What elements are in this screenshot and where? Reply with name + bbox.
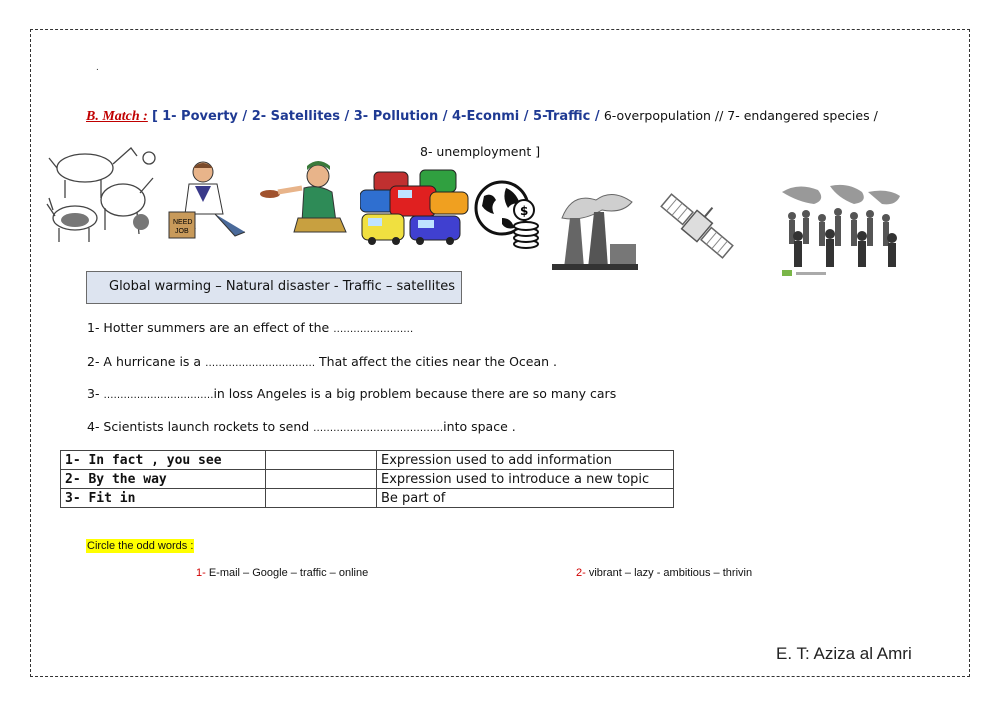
svg-text:NEED: NEED [173, 219, 193, 226]
traffic-cars-icon [360, 168, 470, 246]
unemployed-man-icon [165, 158, 250, 243]
answer-blank-4[interactable]: ………………………………… [313, 423, 444, 434]
expression-answer-cell[interactable] [266, 451, 377, 470]
expression-meaning: Be part of [377, 489, 674, 508]
svg-text:$: $ [520, 204, 529, 218]
expression-meaning: Expression used to introduce a new topic [377, 470, 674, 489]
table-row [61, 489, 674, 508]
match-plain-items: 6-overpopulation // 7- endangered species / [603, 108, 878, 123]
match-label: B. Match : [86, 109, 148, 124]
poverty-beggar-icon [258, 152, 353, 234]
endangered-animals-icon [45, 138, 157, 246]
expression-phrase: 3- Fit in [61, 489, 266, 508]
table-row [61, 451, 674, 470]
table-row [61, 470, 674, 489]
expression-answer-cell[interactable] [266, 470, 377, 489]
svg-text:JOB: JOB [175, 228, 189, 235]
expression-phrase: 2- By the way [61, 470, 266, 489]
question-2: 2- A hurricane is a …………………………… That affect the cities near the Ocean . [87, 354, 558, 369]
answer-blank-1[interactable]: …………………… [333, 324, 414, 335]
match-instruction [86, 108, 878, 125]
question-4: 4- Scientists launch rockets to send …………………………………into space . [87, 419, 516, 434]
match-bold-items: 1- Poverty / 2- Satellites / 3- Pollution / 4-Econmi / 5-Traffic / [162, 109, 600, 124]
question-1: 1- Hotter summers are an effect of the …………………… [87, 320, 414, 335]
crowd-overpopulation-icon [778, 182, 902, 278]
expression-phrase: 1- In fact , you see [61, 451, 266, 470]
odd-words-title: Circle the odd words : [87, 540, 194, 552]
question-3: 3- ……………………………in loss Angeles is a big problem because there are so many cars [87, 386, 617, 401]
answer-blank-3[interactable]: …………………………… [103, 390, 214, 401]
odd-words-2[interactable]: 2- vibrant – lazy - ambitious – thrivin [576, 567, 753, 579]
expression-answer-cell[interactable] [266, 489, 377, 508]
globe-money-icon [472, 178, 544, 250]
satellite-icon [655, 184, 740, 266]
odd-words-1[interactable]: 1- E-mail – Google – traffic – online [196, 567, 369, 579]
answer-blank-2[interactable]: …………………………… [205, 358, 316, 369]
page-border [30, 29, 970, 677]
stray-dot: . [96, 62, 99, 73]
expressions-table [60, 450, 674, 508]
match-line-2: 8- unemployment ] [420, 144, 541, 159]
factory-pollution-icon [552, 188, 638, 270]
expression-meaning: Expression used to add information [377, 451, 674, 470]
teacher-name: E. T: Aziza al Amri [776, 644, 912, 663]
bracket-open: [ [151, 109, 158, 124]
word-bank-box: Global warming – Natural disaster - Traffic – satellites [86, 271, 462, 304]
